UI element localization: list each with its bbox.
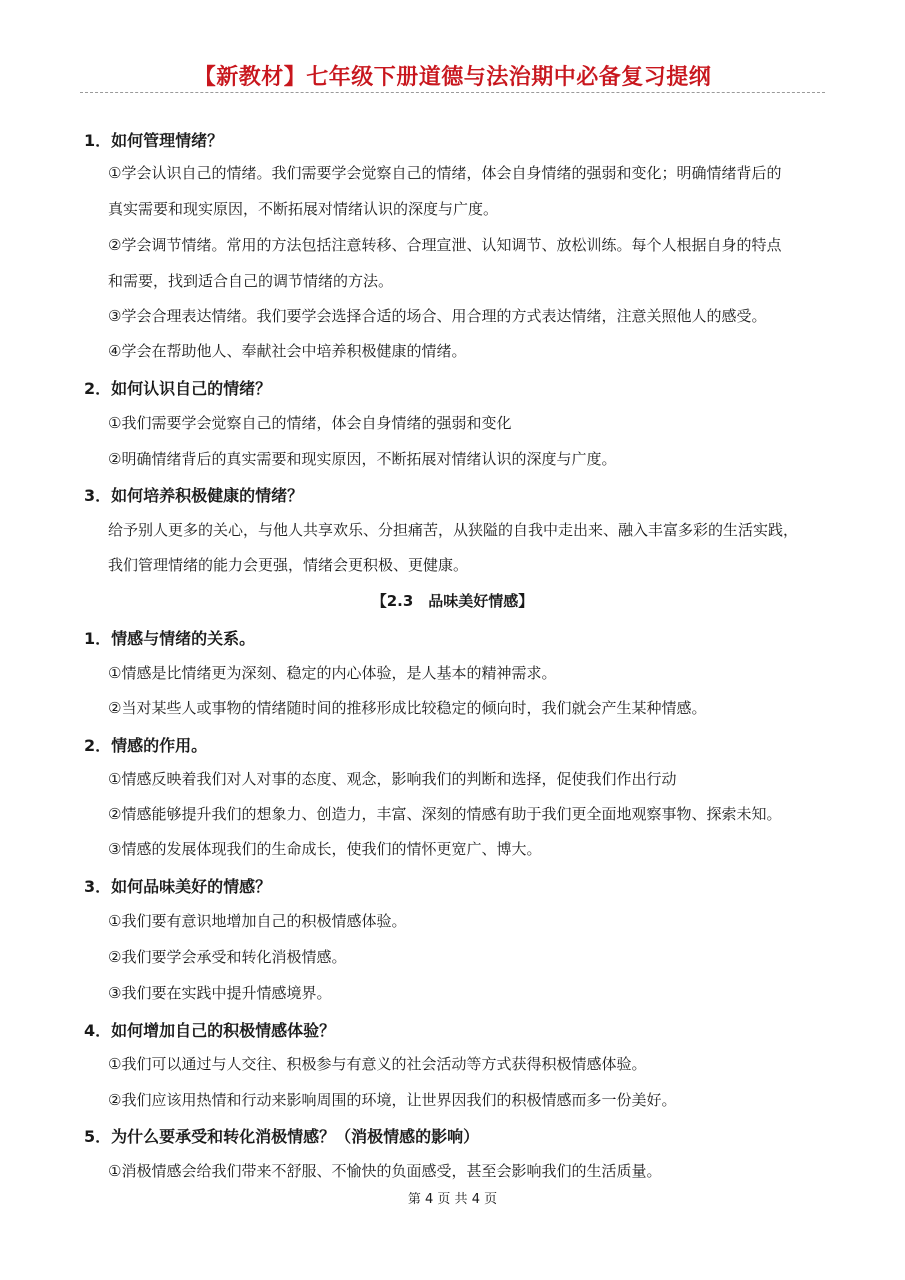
paragraph-line: ③我们要在实践中提升情感境界。 — [108, 984, 332, 1002]
paragraph-line: ②当对某些人或事物的情绪随时间的推移形成比较稳定的倾向时，我们就会产生某种情感。 — [108, 699, 707, 717]
paragraph-line: 真实需要和现实原因，不断拓展对情绪认识的深度与广度。 — [108, 200, 499, 218]
paragraph-line: ①情感反映着我们对人对事的态度、观念，影响我们的判断和选择，促使我们作出行动 — [108, 770, 677, 788]
paragraph-line: ①学会认识自己的情绪。我们需要学会觉察自己的情绪，体会自身情绪的强弱和变化；明确情绪背后的 — [108, 164, 782, 182]
paragraph-line: ①情感是比情绪更为深刻、稳定的内心体验，是人基本的精神需求。 — [108, 664, 557, 682]
paragraph-line: ①我们需要学会觉察自己的情绪，体会自身情绪的强弱和变化 — [108, 414, 512, 432]
question-heading: 3．如何培养积极健康的情绪？ — [84, 486, 304, 505]
title-divider — [80, 92, 825, 93]
section-heading: 【2.3 品味美好情感】 — [371, 592, 534, 610]
question-heading: 1．情感与情绪的关系。 — [84, 629, 256, 648]
paragraph-line: ④学会在帮助他人、奉献社会中培养积极健康的情绪。 — [108, 342, 467, 360]
paragraph-line: ②情感能够提升我们的想象力、创造力，丰富、深刻的情感有助于我们更全面地观察事物、探索未知。 — [108, 805, 782, 823]
paragraph-line: ①我们要有意识地增加自己的积极情感体验。 — [108, 912, 407, 930]
paragraph-line: ②学会调节情绪。常用的方法包括注意转移、合理宣泄、认知调节、放松训练。每个人根据自身的特点 — [108, 236, 782, 254]
question-heading: 1．如何管理情绪？ — [84, 131, 224, 150]
question-heading: 2．情感的作用。 — [84, 736, 208, 755]
paragraph-line: ②我们要学会承受和转化消极情感。 — [108, 948, 347, 966]
paragraph-line: 我们管理情绪的能力会更强，情绪会更积极、更健康。 — [108, 556, 469, 574]
page-footer: 第 4 页 共 4 页 — [407, 1192, 498, 1207]
paragraph-line: 给予别人更多的关心，与他人共享欢乐、分担痛苦，从狭隘的自我中走出来、融入丰富多彩的生活实践， — [108, 521, 799, 539]
question-heading: 5．为什么要承受和转化消极情感？（消极情感的影响） — [84, 1127, 480, 1146]
paragraph-line: ③情感的发展体现我们的生命成长，使我们的情怀更宽广、博大。 — [108, 840, 542, 858]
paragraph-line: ②我们应该用热情和行动来影响周围的环境，让世界因我们的积极情感而多一份美好。 — [108, 1091, 677, 1109]
paragraph-line: 和需要，找到适合自己的调节情绪的方法。 — [108, 272, 394, 290]
paragraph-line: ①消极情感会给我们带来不舒服、不愉快的负面感受，甚至会影响我们的生活质量。 — [108, 1162, 662, 1180]
question-heading: 2．如何认识自己的情绪？ — [84, 379, 272, 398]
paragraph-line: ①我们可以通过与人交往、积极参与有意义的社会活动等方式获得积极情感体验。 — [108, 1055, 647, 1073]
question-heading: 4．如何增加自己的积极情感体验？ — [84, 1021, 336, 1040]
paragraph-line: ②明确情绪背后的真实需要和现实原因，不断拓展对情绪认识的深度与广度。 — [108, 450, 617, 468]
document-title: 【新教材】七年级下册道德与法治期中必备复习提纲 — [193, 65, 712, 90]
paragraph-line: ③学会合理表达情绪。我们要学会选择合适的场合、用合理的方式表达情绪，注意关照他人的感受。 — [108, 307, 767, 325]
question-heading: 3．如何品味美好的情感？ — [84, 877, 272, 896]
